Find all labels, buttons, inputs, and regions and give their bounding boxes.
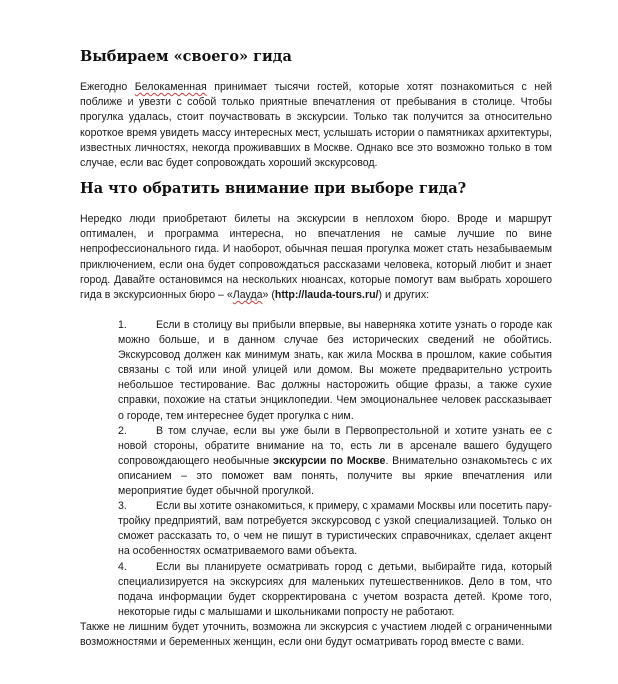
- consider-text-end: ) и других:: [378, 289, 430, 302]
- list-item-number: 1.: [118, 319, 127, 331]
- list-item-number: 2.: [118, 424, 127, 437]
- list-item: [118, 560, 552, 620]
- consider-paragraph: [80, 212, 552, 303]
- list-item: [118, 499, 552, 559]
- site-url: http://lauda-tours.ru/: [274, 289, 379, 302]
- heading-what-to-consider: На что обратить внимание при выборе гида?: [80, 180, 467, 197]
- list-item-text: Если в столицу вы прибыли впервые, вы наверняка хотите узнать о городе как можно больше, и в данном случае без исторических сведений не обойтись. Экскурсовод должен как минимум знать, как жила Москва в прошлом, какие события связаны с той или иной улицей или домом. Вы можете предварительно устроить небольшое тестирование. Вас должны насторожить общие фразы, а также сухие справки, похожие на статьи энциклопедии. Чем эмоциональнее человек рассказывает о городе, тем интереснее будет прогулка с ним.: [118, 319, 552, 422]
- list-item-number: 3.: [118, 500, 127, 513]
- list-item-text-end: . Внимательно ознакомьтесь с их описанием – это поможет вам понять, получите вы яркие впечатления или мероприятие будет обычной прогулкой.: [118, 454, 552, 498]
- intro-text-rest: принимает тысячи гостей, которые хотят познакомиться с ней поближе и увезти с собой только приятные впечатления от пребывания в столице. Чтобы прогулка удалась, стоит поучаствовать в экскурсии. Только так получится за относительно короткое время увидеть массу интересных мест, услышать истории о памятниках архитектуры, известных личностях, некогда проживавших в Москве. Однако все это возможно только в том случае, если вас будет сопровождать хороший экскурсовод.: [80, 81, 553, 170]
- spellcheck-word: Белокаменная: [134, 81, 207, 93]
- tips-list: [118, 318, 552, 620]
- consider-text-mid: » (: [262, 289, 275, 302]
- closing-paragraph: Также не лишним будет уточнить, возможна ли экскурсия с участием людей с ограниченными возможностями и беременных женщин, если они будут осматривать город вместе с вами.: [80, 621, 552, 649]
- list-item-text: Если вы планируете осматривать город с детьми, выбирайте гида, который специализируется на экскурсиях для маленьких путешественников. Дело в том, что подача информации будет скорректирована с учетом возраста детей. Кроме того, некоторые гиды с малышами и школьниками попросту не работают.: [118, 560, 552, 618]
- list-item-text: Если вы хотите ознакомиться, к примеру, с храмами Москвы или посетить пару-тройку предприятий, вам потребуется экскурсовод с узкой специализацией. Только он сможет рассказать то, о чем не пишут в туристических справочниках, сделает акцент на особенностях осматриваемого вами объекта.: [118, 500, 552, 558]
- list-item-number: 4.: [118, 560, 127, 573]
- list-item-bold: экскурсии по Москве: [273, 454, 386, 467]
- list-item: [118, 318, 552, 424]
- intro-paragraph: [80, 80, 552, 171]
- list-item-text: В том случае, если вы уже были в Первопрестольной и хотите узнать ее с новой стороны, обратите внимание на то, есть ли в арсенале вашего будущего сопровождающего необычные: [118, 424, 552, 467]
- intro-text-start: Ежегодно: [80, 81, 135, 93]
- consider-text: Нередко люди приобретают билеты на экскурсии в неплохом бюро. Вроде и маршрут оптимален, и программа интересна, но впечатления не самые лучшие по вине непрофессионального гида. И наоборот, обычная пешая прогулка может стать незабываемым приключением, если она будет сопровождаться рассказами человека, который любит и знает город. Давайте остановимся на нескольких нюансах, которые помогут вам выбрать хорошего гида в экскурсионных бюро – «: [80, 213, 552, 302]
- brand-name: Лауда: [232, 289, 263, 302]
- heading-choose-guide: Выбираем «своего» гида: [80, 48, 292, 65]
- list-item: [118, 424, 552, 499]
